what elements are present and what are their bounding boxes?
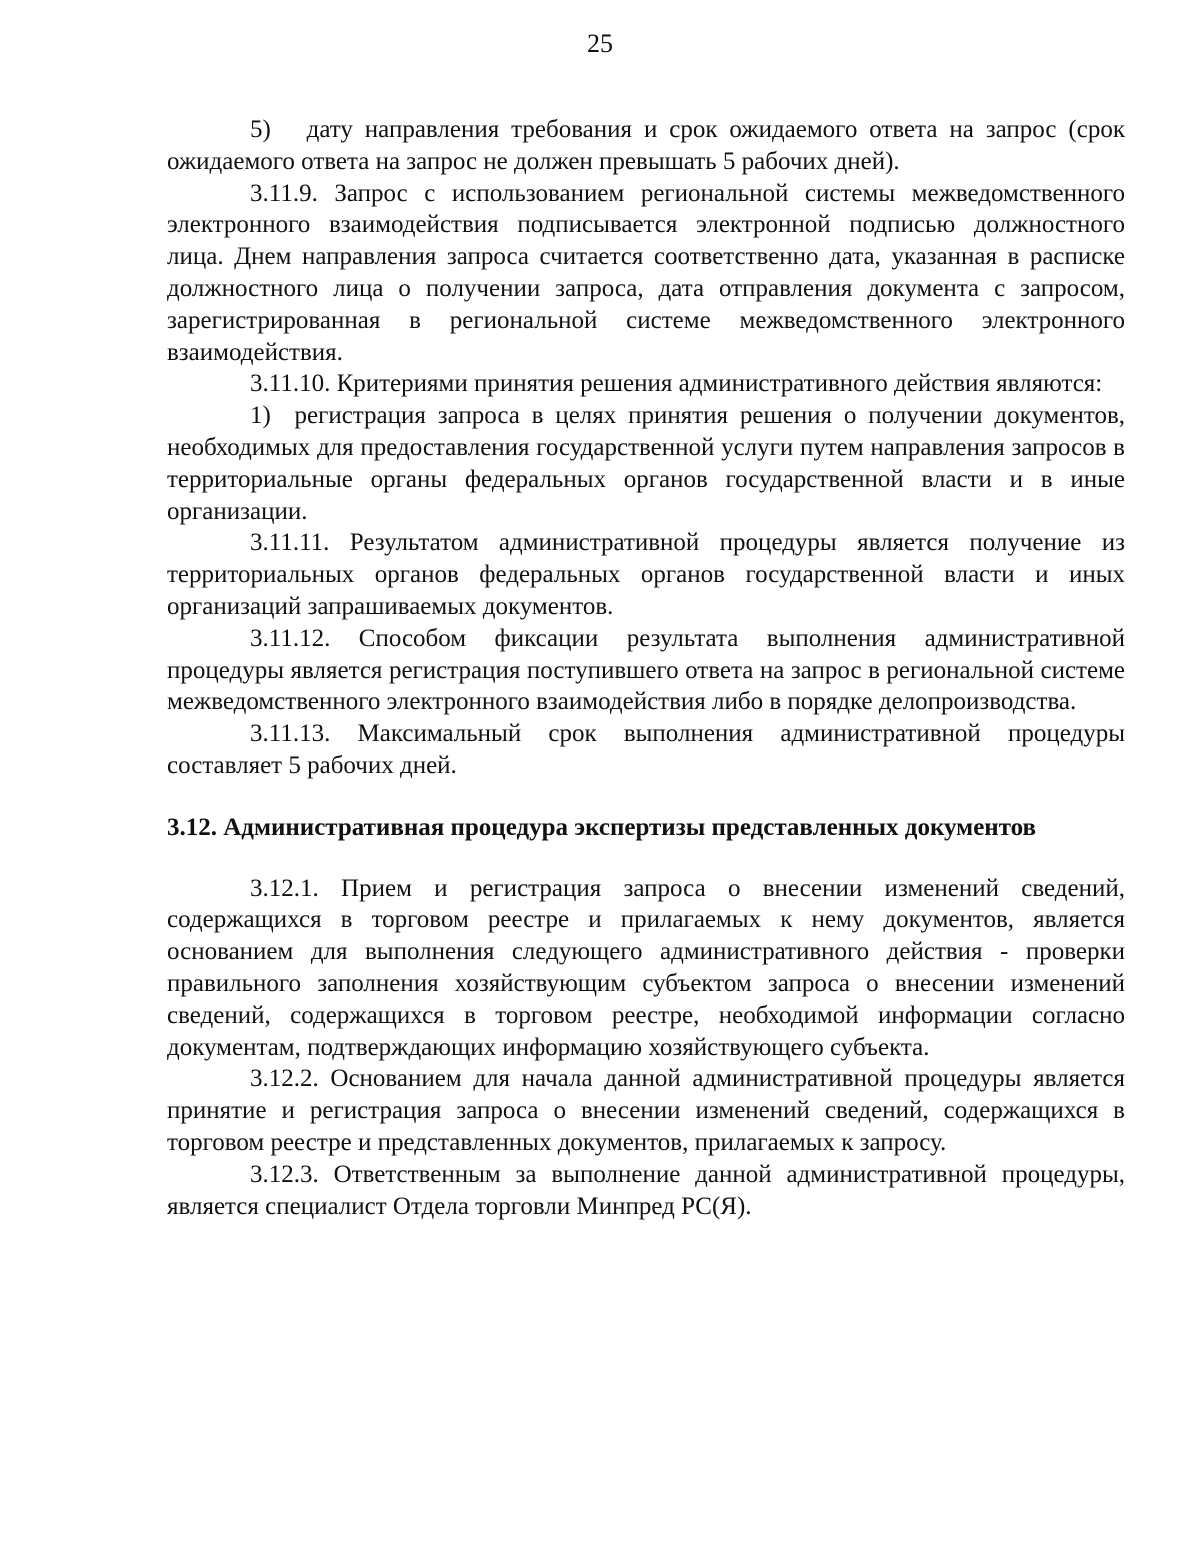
paragraph-3-11-9: 3.11.9. Запрос с использованием региональной системы межведомственного электронного взаимодействия подписывается электронной подписью должностного лица. Днем направления запроса считается соответственно дата, указанная в расписке должностного лица о получении запроса, дата отправления документа с запросом, зарегистрированная в региональной системе межведомственного электронного взаимодействия. (167, 179, 1125, 366)
paragraph-3-11-12: 3.11.12. Способом фиксации результата выполнения административной процедуры является регистрация поступившего ответа на запрос в региональной системе межведомственного электронного взаимодействия либо в порядке делопроизводства. (167, 624, 1125, 716)
page-number: 25 (587, 29, 613, 58)
paragraph-3-11-13: 3.11.13. Максимальный срок выполнения административной процедуры составляет 5 рабочих дней. (167, 720, 1125, 779)
document-body (167, 114, 1125, 1222)
paragraph-3-12-1: 3.12.1. Прием и регистрация запроса о внесении изменений сведений, содержащихся в торговом реестре и прилагаемых к нему документов, является основанием для выполнения следующего административного действия - проверки правильного заполнения хозяйствующим субъектом запроса о внесении изменений сведений, содержащихся в торговом реестре, необходимой информации согласно документам, подтверждающих информацию хозяйствующего субъекта. (167, 874, 1125, 1061)
section-heading-3-12: 3.12. Административная процедура экспертизы представленных документов (167, 813, 1037, 841)
paragraph-item-1: 1) регистрация запроса в целях принятия решения о получении документов, необходимых для предоставления государственной услуги путем направления запросов в территориальные органы федеральных органов государственной власти и в иные организации. (167, 402, 1125, 525)
paragraph-3-12-2: 3.12.2. Основанием для начала данной административной процедуры является принятие и регистрация запроса о внесении изменений сведений, содержащихся в торговом реестре и представленных документов, прилагаемых к запросу. (167, 1065, 1125, 1156)
paragraph-3-11-10: 3.11.10. Критериями принятия решения административного действия являются: (250, 370, 1103, 398)
paragraph-item-5: 5) дату направления требования и срок ожидаемого ответа на запрос (срок ожидаемого ответа на запрос не должен превышать 5 рабочих дней). (167, 116, 1125, 175)
paragraph-3-12-3: 3.12.3. Ответственным за выполнение данной административной процедуры, является специалист Отдела торговли Минпред РС(Я). (167, 1160, 1125, 1220)
paragraph-3-11-11: 3.11.11. Результатом административной процедуры является получение из территориальных органов федеральных органов государственной власти и иных организаций запрашиваемых документов. (167, 529, 1125, 620)
